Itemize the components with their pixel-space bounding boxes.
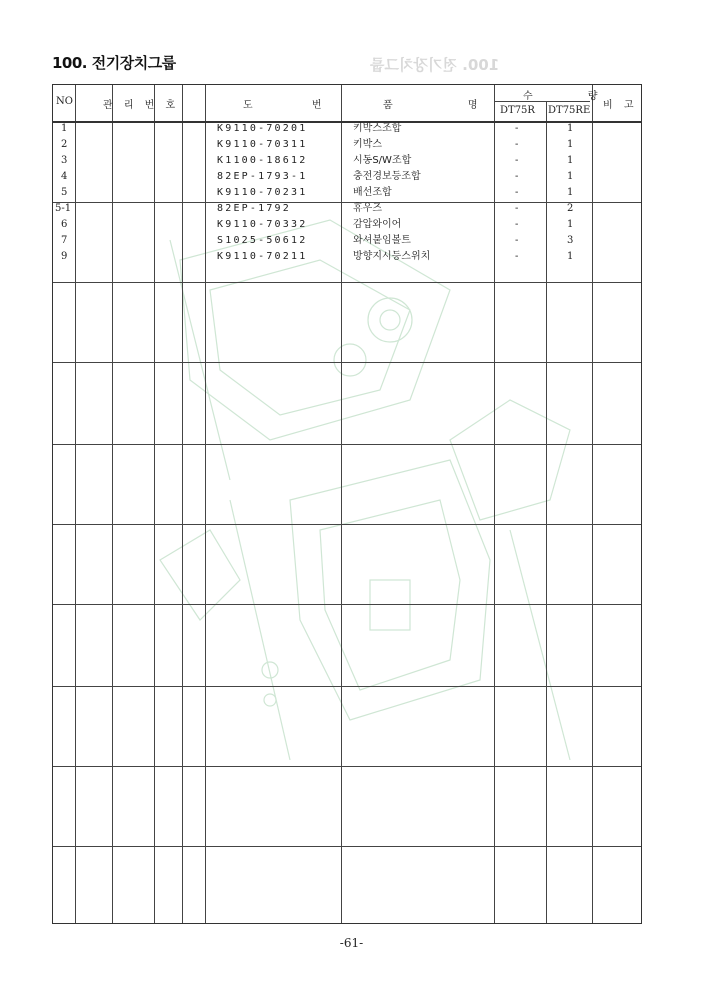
page-number: -61-	[339, 936, 364, 950]
cell-qty-dt75r: -	[515, 203, 519, 214]
header-model-dt75r: DT75R	[500, 105, 535, 116]
cell-qty-dt75r: -	[515, 251, 519, 262]
cell-no: 3	[61, 155, 68, 166]
header-item-name: 품 명	[383, 100, 514, 111]
header-no: NO	[56, 96, 73, 107]
cell-no: 7	[61, 235, 68, 246]
cell-qty-dt75r: -	[515, 123, 519, 134]
cell-qty-dt75r: -	[515, 219, 519, 230]
cell-no: 4	[61, 171, 68, 182]
cell-qty-dt75re: 3	[567, 235, 574, 246]
cell-item-name: 휴우즈	[353, 203, 382, 214]
parts-table	[52, 84, 642, 924]
cell-qty-dt75r: -	[515, 187, 519, 198]
cell-part-no: S1025-50612	[217, 235, 308, 246]
cell-qty-dt75r: -	[515, 155, 519, 166]
cell-qty-dt75re: 1	[567, 251, 574, 262]
cell-qty-dt75re: 1	[567, 187, 574, 198]
cell-no: 6	[61, 219, 68, 230]
cell-part-no: K9110-70231	[217, 187, 308, 198]
cell-qty-dt75re: 1	[567, 171, 574, 182]
cell-qty-dt75re: 1	[567, 123, 574, 134]
cell-item-name: 충전경보등조합	[353, 171, 421, 182]
cell-item-name: 와셔붙임볼트	[353, 235, 411, 246]
cell-qty-dt75re: 1	[567, 219, 574, 230]
cell-no: 9	[61, 251, 68, 262]
bleed-through-title: 100. 전기장치그룹	[370, 56, 500, 74]
cell-part-no: K9110-70332	[217, 219, 308, 230]
cell-qty-dt75r: -	[515, 139, 519, 150]
header-quantity: 수 량	[523, 91, 624, 102]
cell-part-no: K9110-70311	[217, 139, 308, 150]
cell-qty-dt75re: 2	[567, 203, 574, 214]
cell-item-name: 키박스조합	[353, 123, 402, 134]
cell-part-no: K1100-18612	[217, 155, 308, 166]
header-model-dt75re: DT75RE	[548, 105, 591, 116]
header-mgmt-no: 관 리 번 호	[103, 100, 180, 111]
cell-item-name: 키박스	[353, 139, 382, 150]
cell-part-no: K9110-70211	[217, 251, 308, 262]
cell-no: 5	[61, 187, 68, 198]
cell-item-name: 방향지시등스위치	[353, 251, 431, 262]
cell-item-name: 시동S/W조합	[353, 155, 412, 166]
cell-item-name: 감압와이어	[353, 219, 402, 230]
cell-qty-dt75r: -	[515, 171, 519, 182]
cell-no: 1	[61, 123, 68, 134]
header-remarks: 비 고	[603, 100, 638, 111]
cell-no: 2	[61, 139, 68, 150]
header-drawing-no: 도 번	[243, 100, 350, 111]
cell-qty-dt75r: -	[515, 235, 519, 246]
cell-no: 5-1	[55, 203, 72, 214]
cell-part-no: 82EP-1792	[217, 203, 291, 214]
cell-part-no: 82EP-1793-1	[217, 171, 308, 182]
cell-item-name: 배선조합	[353, 187, 392, 198]
page-title: 100. 전기장치그룹	[52, 54, 176, 72]
cell-part-no: K9110-70201	[217, 123, 308, 134]
cell-qty-dt75re: 1	[567, 139, 574, 150]
cell-qty-dt75re: 1	[567, 155, 574, 166]
